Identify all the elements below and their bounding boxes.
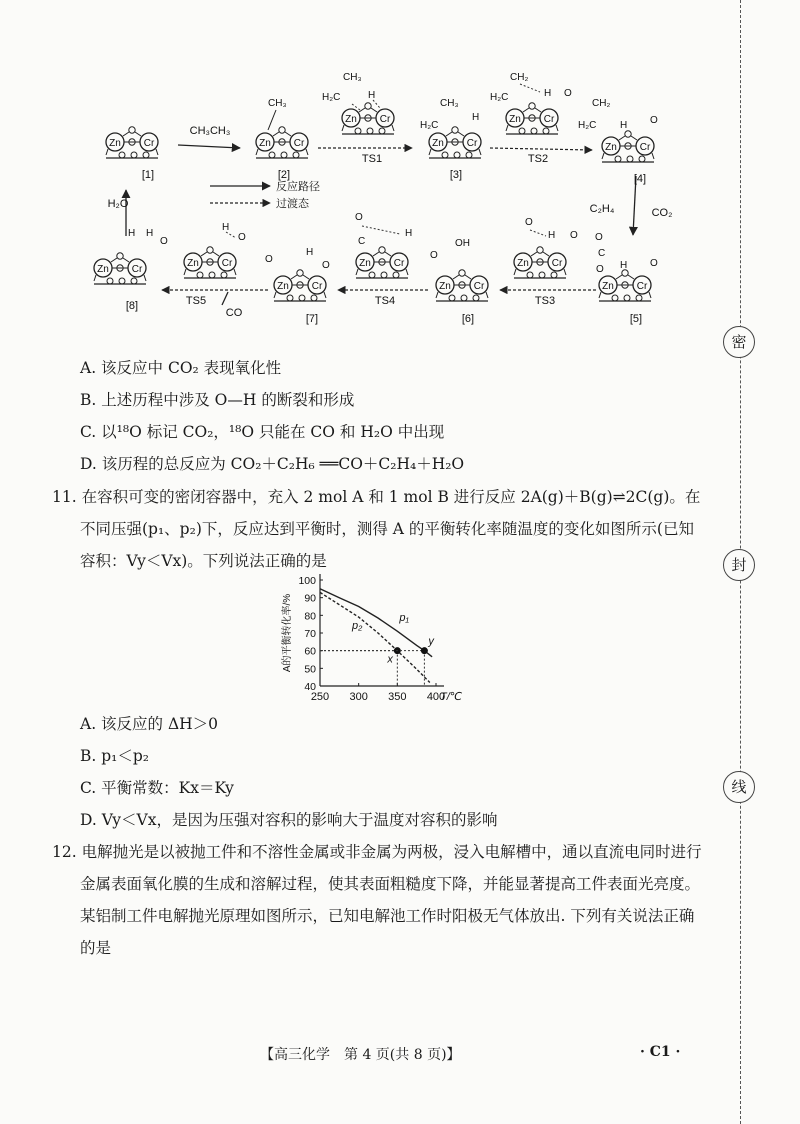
svg-text:C: C — [598, 248, 606, 259]
svg-text:Cr: Cr — [293, 138, 305, 149]
q11-option-a: A. 该反应的 ΔH＞0 — [80, 715, 219, 733]
svg-text:Cr: Cr — [393, 258, 405, 269]
svg-text:Zn: Zn — [605, 142, 617, 153]
svg-text:H: H — [544, 88, 552, 99]
x-axis-label: T/℃ — [440, 691, 463, 703]
svg-text:H: H — [146, 228, 154, 239]
svg-text:CH₃: CH₃ — [343, 72, 362, 83]
series-line-p1 — [320, 589, 432, 657]
species-label-5: [5] — [629, 313, 643, 325]
svg-text:Zn: Zn — [97, 264, 109, 275]
svg-text:H₂C: H₂C — [490, 92, 509, 103]
svg-text:O: O — [596, 264, 604, 275]
svg-text:O: O — [160, 236, 168, 247]
svg-text:O: O — [355, 212, 363, 223]
ts-label-2: TS2 — [527, 153, 549, 165]
svg-text:H: H — [306, 247, 314, 258]
q10-option-b: B. 上述历程中涉及 O—H 的断裂和形成 — [80, 391, 355, 409]
svg-text:Zn: Zn — [517, 258, 529, 269]
q11-stem-line-3: 容积：Vy＜Vx)。下列说法正确的是 — [80, 552, 327, 570]
species-label-2: [2] — [277, 169, 291, 181]
point-label-y: y — [428, 635, 434, 648]
svg-text:CH₂: CH₂ — [592, 98, 611, 109]
svg-text:H₂C: H₂C — [322, 92, 341, 103]
species-label-3: [3] — [449, 169, 463, 181]
svg-text:Zn: Zn — [187, 258, 199, 269]
svg-text:Cr: Cr — [311, 281, 323, 292]
q11-stem-line-1: 11. 在容积可变的密闭容器中，充入 2 mol A 和 1 mol B 进行反应 2A(g)＋B(g)⇌2C(g)。在 — [52, 488, 701, 506]
y-tick-label: 100 — [298, 575, 316, 587]
svg-text:O: O — [238, 232, 246, 243]
svg-text:OH: OH — [455, 238, 470, 249]
svg-text:O: O — [265, 254, 273, 265]
svg-text:Cr: Cr — [143, 138, 155, 149]
q12-stem-line-3: 某铝制工件电解抛光原理如图所示，已知电解池工作时阳极无气体放出. 下列有关说法正确 — [80, 907, 695, 925]
q10-option-c: C. 以¹⁸O 标记 CO₂，¹⁸O 只能在 CO 和 H₂O 中出现 — [80, 423, 445, 441]
q11-option-c: C. 平衡常数：Kx＝Ky — [80, 779, 234, 797]
legend-path: 反应路径 — [276, 181, 320, 193]
species-label-6: [6] — [461, 313, 475, 325]
x-tick-label: 250 — [310, 691, 330, 703]
reagent-co2: CO₂ — [651, 207, 673, 219]
svg-text:Cr: Cr — [639, 142, 651, 153]
svg-text:Cr: Cr — [131, 264, 143, 275]
y-tick-label: 90 — [304, 592, 316, 605]
species-label-8: [8] — [125, 300, 139, 312]
q10-option-d: D. 该历程的总反应为 CO₂＋C₂H₆ ══CO＋C₂H₄＋H₂O — [80, 455, 465, 473]
seal-xian: 线 — [723, 771, 755, 803]
svg-text:O: O — [430, 250, 438, 261]
svg-text:Zn: Zn — [259, 138, 271, 149]
svg-text:H: H — [222, 222, 230, 233]
q12-stem-line-2: 金属表面氧化膜的生成和溶解过程，使其表面粗糙度下降，并能显著提高工件表面光亮度。 — [80, 875, 701, 893]
svg-text:Zn: Zn — [432, 138, 444, 149]
svg-text:H: H — [405, 228, 413, 239]
series-line-p2 — [320, 592, 430, 682]
y-tick-label: 70 — [304, 628, 316, 640]
q11-option-d: D. Vy＜Vx，是因为压强对容积的影响大于温度对容积的影响 — [80, 811, 498, 829]
y-tick-label: 50 — [304, 663, 316, 676]
svg-text:H: H — [548, 230, 556, 241]
series-label-p1: p₁ — [399, 612, 409, 625]
reagent-ethane: CH₃CH₃ — [189, 125, 231, 137]
q10-option-a: A. 该反应中 CO₂ 表现氧化性 — [80, 359, 282, 377]
q11-stem-line-2: 不同压强(p₁、p₂)下，反应达到平衡时，测得 A 的平衡转化率随温度的变化如图所示(已知 — [80, 520, 694, 538]
q11-option-b: B. p₁＜p₂ — [80, 747, 150, 765]
reaction-mechanism-diagram — [0, 0, 720, 335]
species-label-1: [1] — [141, 169, 155, 181]
svg-text:Cr: Cr — [551, 258, 563, 269]
conversion-chart — [270, 568, 470, 716]
svg-text:H: H — [620, 120, 628, 131]
svg-text:O: O — [650, 258, 658, 269]
reagent-water: H₂O — [107, 198, 129, 210]
svg-text:O: O — [570, 230, 578, 241]
ts-label-5: TS5 — [185, 295, 207, 307]
q12-stem-line-4: 的是 — [80, 939, 112, 957]
y-tick-label: 80 — [304, 610, 316, 623]
svg-text:H₂C: H₂C — [420, 120, 439, 131]
x-tick-label: 300 — [349, 691, 368, 703]
svg-text:C: C — [358, 236, 366, 247]
y-axis-label: A的平衡转化率/% — [282, 593, 293, 673]
y-tick-label: 40 — [304, 681, 316, 693]
svg-text:O: O — [650, 115, 658, 126]
svg-text:Cr: Cr — [636, 281, 648, 292]
svg-text:Zn: Zn — [345, 114, 357, 125]
svg-text:Zn: Zn — [439, 281, 451, 292]
svg-text:O: O — [525, 217, 533, 228]
point-label-x: x — [387, 653, 393, 666]
page-footer: 【高三化学 第 4 页(共 8 页)】 — [260, 1047, 461, 1063]
species-label-4: [4] — [633, 173, 647, 185]
svg-text:Zn: Zn — [109, 138, 121, 149]
svg-text:O: O — [564, 88, 572, 99]
svg-text:H: H — [472, 112, 480, 123]
x-tick-label: 400 — [426, 691, 446, 703]
svg-text:Cr: Cr — [466, 138, 478, 149]
legend-ts: 过渡态 — [276, 198, 309, 210]
svg-text:Cr: Cr — [379, 114, 391, 125]
svg-text:Cr: Cr — [221, 258, 233, 269]
svg-text:H: H — [368, 90, 376, 101]
svg-text:H₂C: H₂C — [578, 120, 597, 131]
svg-text:Zn: Zn — [509, 114, 521, 125]
svg-text:Cr: Cr — [473, 281, 485, 292]
ts-label-4: TS4 — [374, 295, 396, 307]
svg-text:Zn: Zn — [359, 258, 371, 269]
svg-text:H: H — [620, 260, 628, 271]
svg-text:H: H — [128, 228, 136, 239]
reagent-co: CO — [225, 307, 243, 319]
y-tick-label: 60 — [304, 645, 316, 658]
svg-text:O: O — [322, 260, 330, 271]
seal-feng: 封 — [723, 549, 755, 581]
svg-text:O: O — [595, 232, 603, 243]
svg-text:CH₃: CH₃ — [268, 98, 287, 109]
q12-stem-line-1: 12. 电解抛光是以被抛工件和不溶性金属或非金属为两极，浸入电解槽中，通以直流电同时进行 — [52, 843, 702, 861]
svg-text:Cr: Cr — [543, 114, 555, 125]
point-y — [421, 647, 428, 654]
ts-label-3: TS3 — [534, 295, 556, 307]
svg-text:Zn: Zn — [602, 281, 614, 292]
svg-text:Zn: Zn — [277, 281, 289, 292]
species-label-7: [7] — [305, 313, 319, 325]
ts-label-1: TS1 — [361, 153, 383, 165]
exam-code: · C1 · — [640, 1044, 681, 1060]
reagent-ethylene: C₂H₄ — [589, 203, 615, 215]
series-label-p2: p₂ — [352, 620, 363, 632]
svg-text:CH₃: CH₃ — [440, 98, 459, 109]
seal-mi: 密 — [723, 326, 755, 358]
x-tick-label: 350 — [388, 691, 407, 703]
svg-text:CH₂: CH₂ — [510, 72, 529, 83]
